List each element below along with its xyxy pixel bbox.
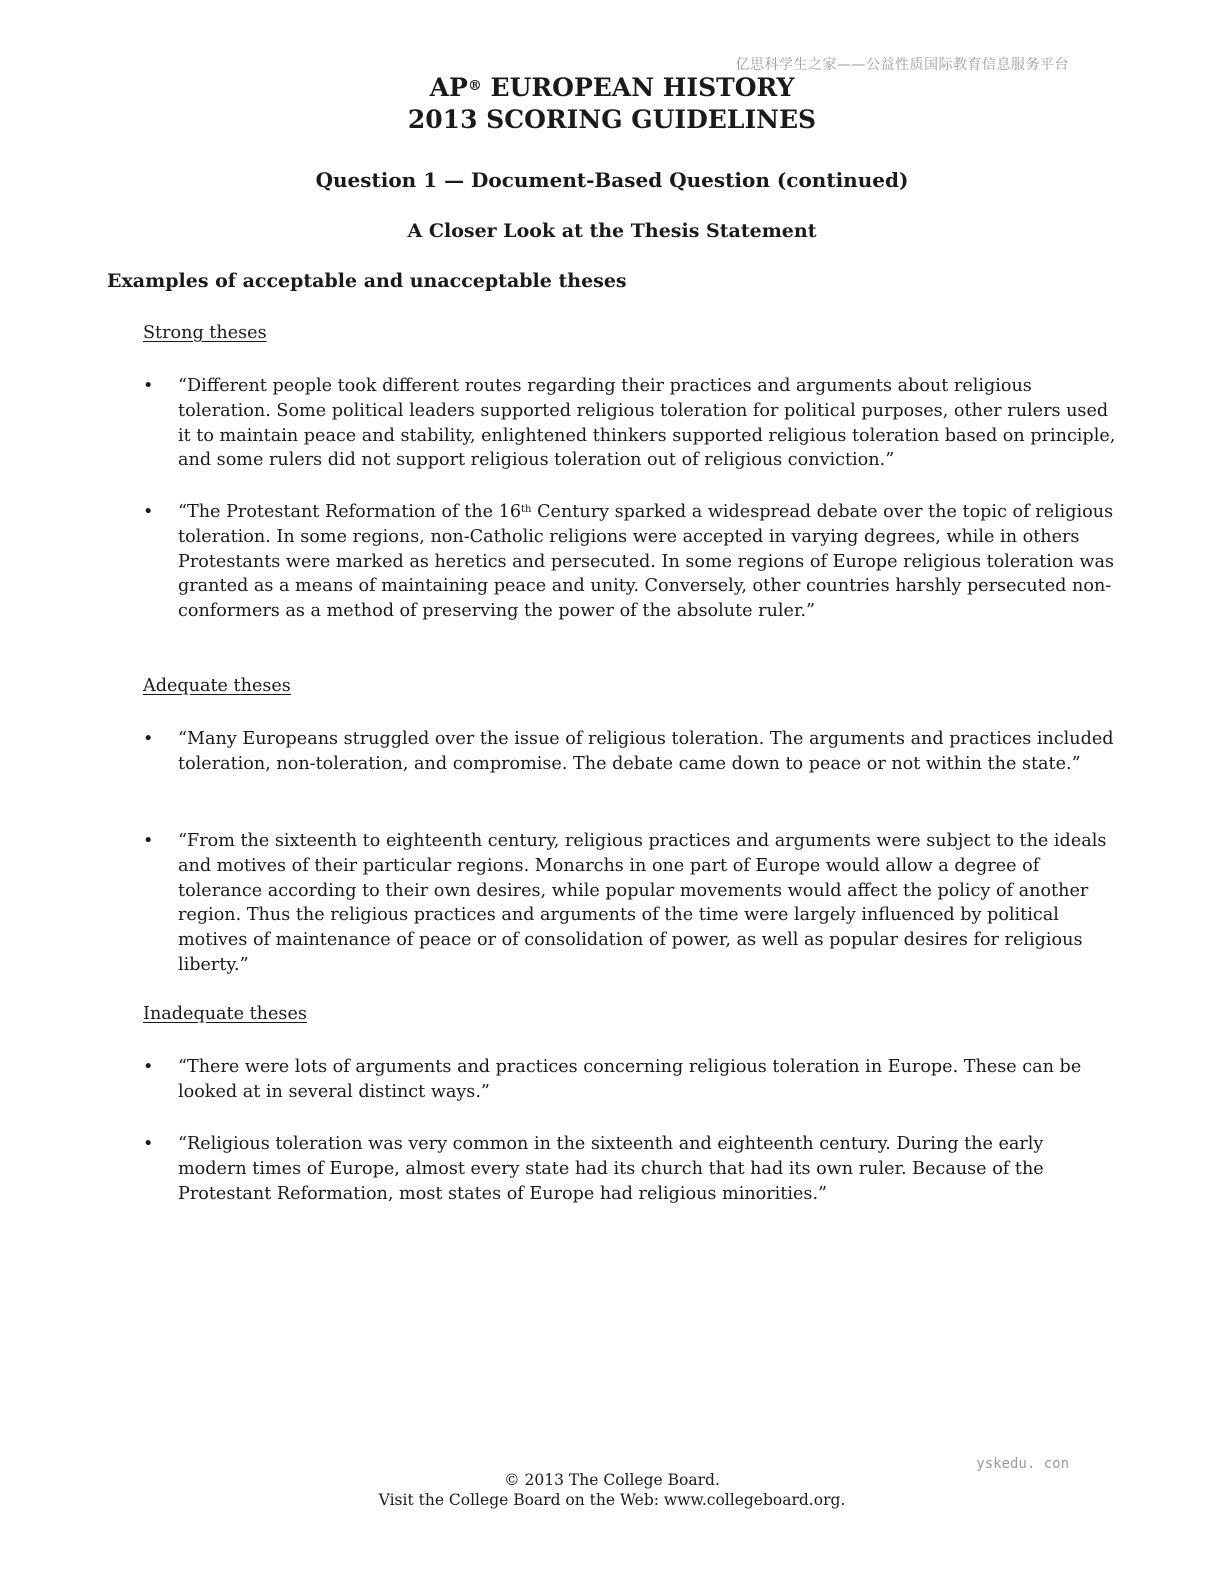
strong-theses-label-block xyxy=(107,321,1117,346)
bullet-icon: • xyxy=(143,1134,154,1154)
header-line-1 xyxy=(0,72,1224,104)
inadequate-thesis-1-block xyxy=(107,1055,1117,1105)
question-title: Question 1 — Document-Based Question (continued) xyxy=(315,168,909,192)
adequate-thesis-1-text: “Many Europeans struggled over the issue of religious toleration. The arguments and practices included toleration, non-toleration, and compromise. The debate came down to peace or not within the state.” xyxy=(178,729,1114,774)
header-line-2: 2013 SCORING GUIDELINES xyxy=(407,105,817,134)
ordinal-suffix: th xyxy=(521,504,532,515)
watermark-top-text: 亿思科学生之家——公益性质国际教育信息服务平台 xyxy=(735,57,1069,73)
strong-thesis-2-block xyxy=(107,500,1117,624)
footer-website: Visit the College Board on the Web: www.collegeboard.org. xyxy=(378,1491,846,1509)
list-item xyxy=(107,374,1117,473)
watermark-bottom-text: yskedu. con xyxy=(976,1456,1069,1472)
page-footer xyxy=(0,1470,1224,1510)
adequate-thesis-1-block xyxy=(107,727,1117,777)
list-item xyxy=(107,1132,1117,1206)
header-subject: EUROPEAN HISTORY xyxy=(481,73,795,102)
inadequate-thesis-2-text: “Religious toleration was very common in the sixteenth and eighteenth century. During the early modern times of Europe, almost every state had its church that had its own ruler. Because of the Protestant Reformation, most states of Europe had religious minorities.” xyxy=(178,1134,1044,1204)
strong-thesis-1-text: “Different people took different routes regarding their practices and arguments about religious toleration. Some political leaders supported religious toleration for political purposes, other rulers used it to maintain peace and stability, enlightened thinkers supported religious toleration based on principle, and some rulers did not support religious toleration out of religious conviction.” xyxy=(178,376,1116,471)
adequate-thesis-2-text: “From the sixteenth to eighteenth century, religious practices and arguments were subject to the ideals and motives of their particular regions. Monarchs in one part of Europe would allow a degree of tolerance according to their own desires, while popular movements would affect the policy of another region. Thus the religious practices and arguments of the time were largely influenced by political motives of maintenance of peace or of consolidation of power, as well as popular desires for religious liberty.” xyxy=(178,831,1107,975)
list-item xyxy=(107,829,1117,978)
adequate-theses-label: Adequate theses xyxy=(143,676,291,696)
strong-thesis-1-block xyxy=(107,374,1117,473)
inadequate-theses-label-block xyxy=(107,1002,1117,1027)
inadequate-thesis-2-block xyxy=(107,1132,1117,1206)
bullet-icon: • xyxy=(143,831,154,851)
registered-mark: ® xyxy=(467,78,482,94)
header-ap: AP xyxy=(429,73,468,102)
adequate-thesis-2-block xyxy=(107,829,1117,978)
bullet-icon: • xyxy=(143,1057,154,1077)
bullet-icon: • xyxy=(143,729,154,749)
strong-thesis-2-text-end: Century sparked a widespread debate over the topic of religious toleration. In some regions, non-Catholic religions were accepted in varying degrees, while in others Protestants were marked as heretics and persecuted. In some regions of Europe religious toleration was granted as a means of maintaining peace and unity. Conversely, other countries harshly persecuted non-conformers as a method of preserving the power of the absolute ruler.” xyxy=(178,502,1114,622)
list-item xyxy=(107,1055,1117,1105)
examples-heading: Examples of acceptable and unacceptable theses xyxy=(107,270,627,292)
strong-thesis-2-text-start: “The Protestant Reformation of the 16 xyxy=(178,502,522,522)
strong-theses-label: Strong theses xyxy=(143,323,267,343)
bullet-icon: • xyxy=(143,502,154,522)
section-title: A Closer Look at the Thesis Statement xyxy=(407,220,817,242)
list-item xyxy=(107,727,1117,777)
footer-copyright: © 2013 The College Board. xyxy=(504,1471,720,1489)
inadequate-thesis-1-text: “There were lots of arguments and practices concerning religious toleration in Europe. These can be looked at in several distinct ways.” xyxy=(178,1057,1082,1102)
inadequate-theses-label: Inadequate theses xyxy=(143,1004,307,1024)
list-item xyxy=(107,500,1117,624)
adequate-theses-label-block xyxy=(107,674,1117,699)
bullet-icon: • xyxy=(143,376,154,396)
document-header xyxy=(0,72,1224,136)
